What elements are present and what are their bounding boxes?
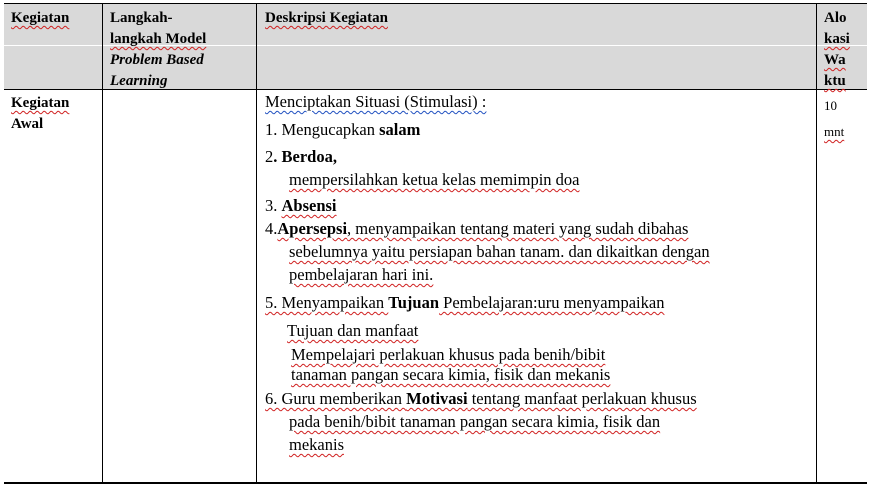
item-apersepsi-line2-text: sebelumnya yaitu persiapan bahan tanam. dan dikaitkan dengan <box>289 242 710 261</box>
awal-label: Awal <box>11 116 44 132</box>
item-absensi-prefix: 3. <box>265 196 282 215</box>
item-tujuan-line2 <box>287 321 418 341</box>
column-divider-2 <box>256 4 257 482</box>
header-deskripsi <box>265 8 388 29</box>
item-tujuan-line4 <box>291 365 610 385</box>
item-motivasi-prefix: 6. Guru memberikan <box>265 389 407 408</box>
item-motivasi <box>265 389 697 409</box>
header-deskripsi-text: Deskripsi Kegiatan <box>265 10 388 26</box>
item-tujuan-line2-text: Tujuan dan manfaat <box>287 321 419 340</box>
header-alokasi-line3: Wa <box>824 52 846 68</box>
activity-table <box>4 3 867 484</box>
column-divider-3 <box>816 4 817 482</box>
item-salam-prefix: 1. Mengucapkan <box>265 120 380 139</box>
item-apersepsi-prefix: 4. <box>265 219 278 238</box>
header-langkah-line2: langkah Model <box>110 31 207 47</box>
kegiatan-awal-cell <box>11 93 69 135</box>
item-berdoa-sub <box>289 170 580 190</box>
header-langkah-line3: Problem Based <box>110 52 204 68</box>
item-tujuan <box>265 293 664 313</box>
item-apersepsi-bold: Apersepsi <box>277 219 348 238</box>
header-alokasi-line2: kasi <box>824 31 850 47</box>
item-tujuan-line3 <box>291 345 605 365</box>
item-tujuan-line4-text: tanaman pangan secara kimia, fisik dan mekanis <box>291 365 611 384</box>
item-motivasi-line3-text: mekanis <box>289 435 344 454</box>
item-berdoa <box>265 147 337 167</box>
item-motivasi-rest: tentang manfaat perlakuan khusus <box>467 389 697 408</box>
header-alokasi <box>824 8 850 92</box>
header-alokasi-line4: ktu <box>824 73 846 89</box>
item-absensi <box>265 196 337 216</box>
intro-line <box>265 92 486 112</box>
item-tujuan-line3-text: Mempelajari perlakuan khusus pada benih/bibit <box>291 345 606 364</box>
item-motivasi-bold: Motivasi <box>406 389 468 408</box>
item-tujuan-prefix: 5. Menyampaikan <box>265 293 389 312</box>
item-apersepsi-line3-text: pembelajaran hari ini. <box>289 265 434 284</box>
header-langkah <box>110 8 206 92</box>
header-kegiatan-text: Kegiatan <box>11 10 70 26</box>
alokasi-cell <box>824 93 844 145</box>
kegiatan-label: Kegiatan <box>11 95 70 111</box>
intro-text: Menciptakan Situasi (Stimulasi) : <box>265 92 487 111</box>
header-alokasi-line1: Alo <box>824 10 847 26</box>
item-motivasi-line2-text: pada benih/bibit tanaman pangan secara kimia, fisik dan <box>289 412 661 431</box>
item-absensi-bold: Absensi <box>281 196 337 215</box>
item-motivasi-line2 <box>289 412 660 432</box>
item-berdoa-bold: . Berdoa, <box>273 147 337 166</box>
item-salam-bold: salam <box>379 120 421 139</box>
item-berdoa-number: 2 <box>265 147 274 166</box>
header-kegiatan <box>11 8 69 29</box>
alokasi-value: 10 <box>824 98 837 113</box>
item-apersepsi-rest: , menyampaikan tentang materi yang sudah dibahas <box>347 219 689 238</box>
column-divider-1 <box>102 4 103 482</box>
item-apersepsi-line2 <box>289 242 710 262</box>
item-berdoa-sub-text: mempersilahkan ketua kelas memimpin doa <box>289 170 580 189</box>
header-langkah-line4: Learning <box>110 73 168 89</box>
alokasi-unit: mnt <box>824 124 845 139</box>
item-salam <box>265 120 420 140</box>
item-tujuan-bold: Tujuan <box>388 293 440 312</box>
header-langkah-line1: Langkah- <box>110 10 173 26</box>
item-motivasi-line3 <box>289 435 344 455</box>
item-apersepsi <box>265 219 688 239</box>
item-apersepsi-line3 <box>289 265 433 285</box>
item-tujuan-rest: Pembelajaran:uru menyampaikan <box>439 293 665 312</box>
